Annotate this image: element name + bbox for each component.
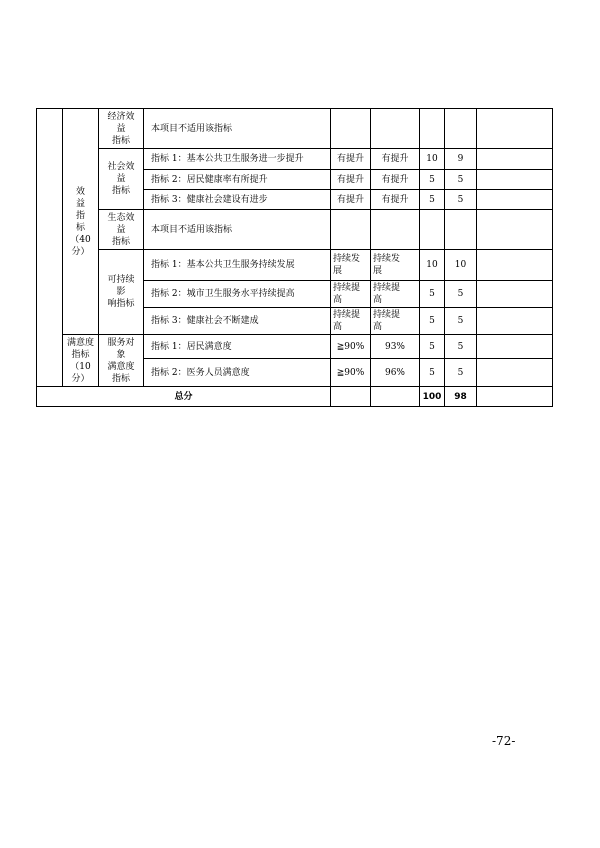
social-benefit-label: 社会效 益 指标 (99, 149, 144, 210)
indicator-cell: 本项目不适用该指标 (144, 210, 331, 250)
score-cell: 5 (445, 308, 477, 335)
sustainable-impact-label: 可持续 影 响指标 (99, 250, 144, 335)
score-cell: 5 (445, 335, 477, 359)
target-cell: 持续提 高 (331, 308, 371, 335)
score-cell: 10 (445, 250, 477, 281)
indicator-cell: 本项目不适用该指标 (144, 109, 331, 149)
indicator-cell: 指标 2：居民健康率有所提升 (144, 170, 331, 190)
weight-cell: 10 (420, 250, 445, 281)
indicator-cell: 指标 2：医务人员满意度 (144, 359, 331, 387)
actual-cell: 93% (371, 335, 420, 359)
table-row-satisfaction-1 (37, 335, 553, 359)
weight-cell: 5 (420, 281, 445, 308)
table-row-total (37, 387, 553, 407)
indicator-cell: 指标 1：居民满意度 (144, 335, 331, 359)
satisfaction-indicator-label: 满意度 指标 （10 分） (63, 335, 99, 387)
table-row-ecological (37, 210, 553, 250)
weight-cell: 10 (420, 149, 445, 170)
actual-cell: 有提升 (371, 190, 420, 210)
indicator-cell: 指标 1：基本公共卫生服务进一步提升 (144, 149, 331, 170)
score-cell: 5 (445, 281, 477, 308)
target-cell: ≧90% (331, 359, 371, 387)
table-row-economic (37, 109, 553, 149)
actual-cell: 持续提 高 (371, 308, 420, 335)
target-cell: ≧90% (331, 335, 371, 359)
outer-blank-cell (37, 109, 63, 387)
weight-cell: 5 (420, 335, 445, 359)
score-cell: 5 (445, 170, 477, 190)
target-cell: 有提升 (331, 170, 371, 190)
indicator-cell: 指标 3：健康社会不断建成 (144, 308, 331, 335)
indicator-cell: 指标 1：基本公共卫生服务持续发展 (144, 250, 331, 281)
target-cell: 有提升 (331, 149, 371, 170)
actual-cell: 持续发 展 (371, 250, 420, 281)
score-cell: 5 (445, 359, 477, 387)
total-score: 98 (445, 387, 477, 407)
weight-cell: 5 (420, 308, 445, 335)
actual-cell: 持续提 高 (371, 281, 420, 308)
target-cell: 持续发 展 (331, 250, 371, 281)
score-cell: 5 (445, 190, 477, 210)
indicator-cell: 指标 3：健康社会建设有进步 (144, 190, 331, 210)
weight-cell: 5 (420, 359, 445, 387)
ecological-benefit-label: 生态效 益 指标 (99, 210, 144, 250)
benefit-indicator-label: 效 益 指 标 （40 分） (63, 109, 99, 335)
total-weight: 100 (420, 387, 445, 407)
actual-cell: 有提升 (371, 149, 420, 170)
page-number: -72- (492, 734, 516, 748)
service-satisfaction-label: 服务对 象 满意度 指标 (99, 335, 144, 387)
performance-table (36, 108, 553, 407)
score-cell: 9 (445, 149, 477, 170)
indicator-cell: 指标 2：城市卫生服务水平持续提高 (144, 281, 331, 308)
weight-cell: 5 (420, 170, 445, 190)
total-label: 总分 (37, 387, 331, 407)
table-row-sustainable-1 (37, 250, 553, 281)
actual-cell: 有提升 (371, 170, 420, 190)
actual-cell: 96% (371, 359, 420, 387)
economic-benefit-label: 经济效 益 指标 (99, 109, 144, 149)
target-cell: 持续提 高 (331, 281, 371, 308)
target-cell: 有提升 (331, 190, 371, 210)
table-row-social-1 (37, 149, 553, 170)
weight-cell: 5 (420, 190, 445, 210)
